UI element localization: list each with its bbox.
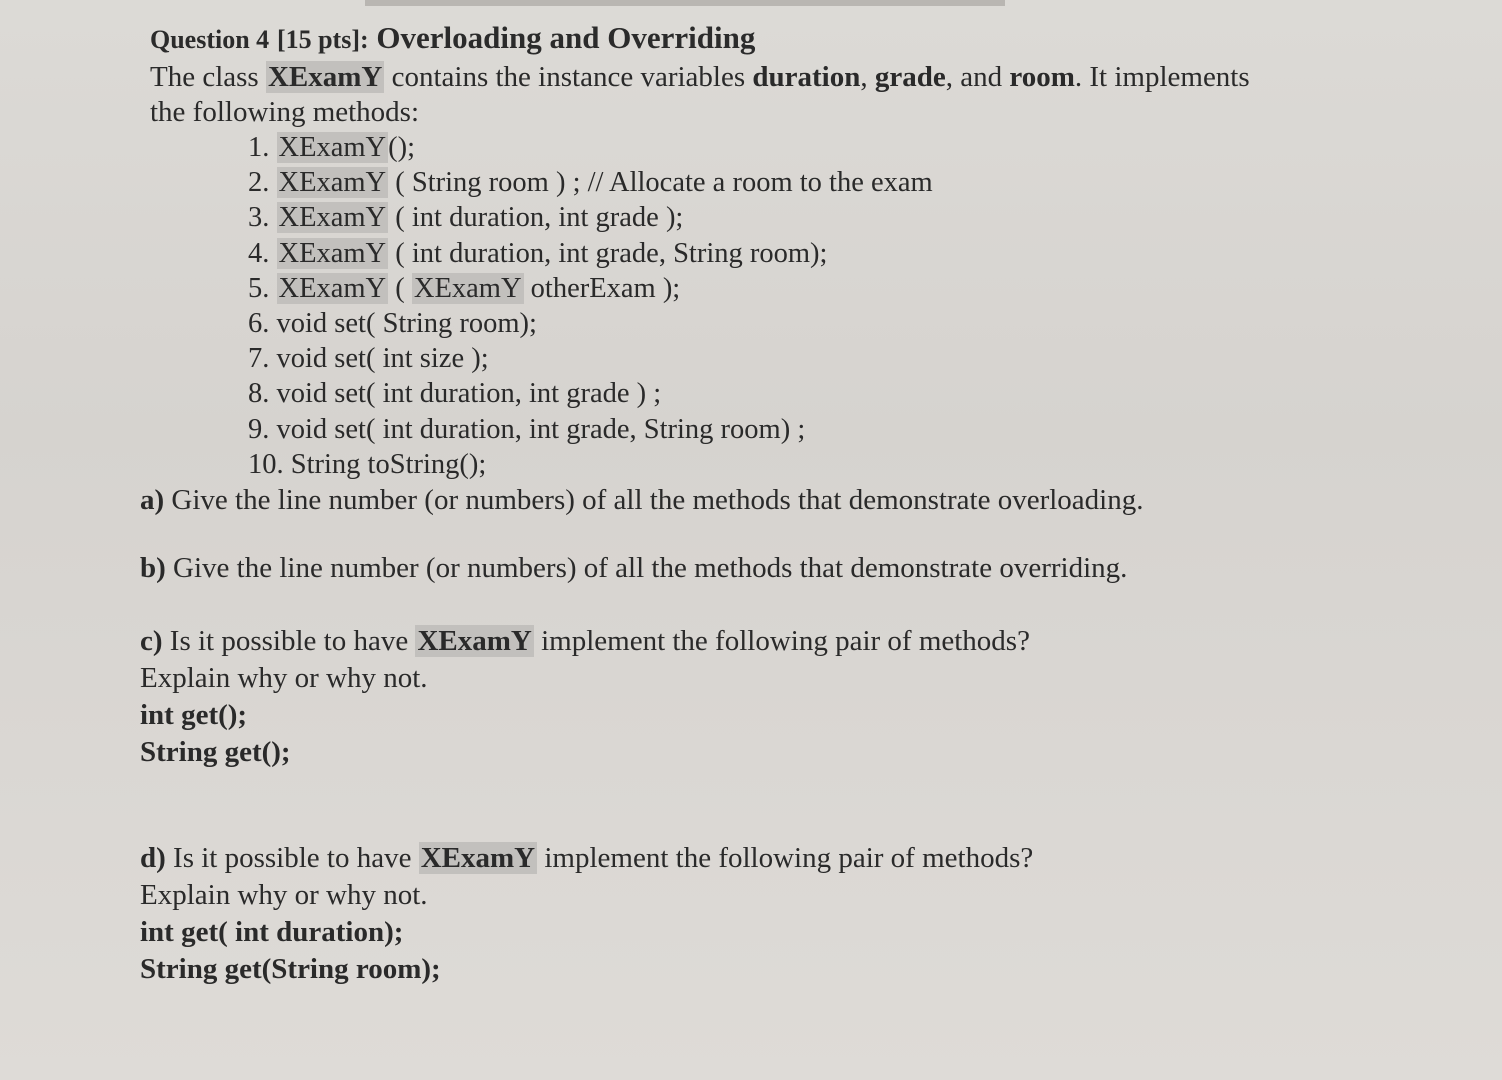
- method-item-4: 4. XExamY ( int duration, int grade, String room);: [248, 237, 828, 269]
- part-d-class-name: XExamY: [420, 842, 536, 875]
- intro-class-name: XExamY: [267, 61, 383, 93]
- part-c-explain: Explain why or why not.: [140, 662, 428, 695]
- part-d: [140, 840, 1260, 988]
- method-item-3: 3. XExamY ( int duration, int grade );: [248, 202, 684, 234]
- part-a: [140, 482, 1260, 519]
- question-number: Question 4: [150, 25, 270, 54]
- question-points: [15 pts]:: [276, 25, 369, 54]
- part-b: [140, 550, 1260, 587]
- intro-var-grade: grade: [874, 61, 946, 93]
- question-intro: [140, 60, 1260, 130]
- question-heading: [140, 18, 1260, 60]
- question-title: Overloading and Overriding: [376, 20, 756, 55]
- method-item-2: 2. XExamY ( String room ) ; // Allocate a room to the exam: [248, 167, 933, 199]
- intro-var-duration: duration: [752, 61, 861, 93]
- part-d-label: d): [140, 842, 166, 875]
- intro-text-1: The class: [150, 61, 266, 93]
- method-item-1: 1. XExamY();: [248, 132, 416, 163]
- method-item-9: 9. void set( int duration, int grade, String room) ;: [248, 413, 806, 445]
- question-content: [140, 18, 1260, 988]
- intro-sep-2: , and: [945, 61, 1010, 93]
- method-item-5: 5. XExamY ( XExamY otherExam );: [248, 272, 681, 304]
- part-c-code-2: String get();: [140, 736, 291, 769]
- intro-var-room: room: [1009, 61, 1075, 93]
- part-c-label: c): [140, 625, 163, 658]
- part-d-explain: Explain why or why not.: [140, 879, 428, 912]
- part-d-code-1: int get( int duration);: [140, 916, 404, 949]
- method-item-8: 8. void set( int duration, int grade ) ;: [248, 378, 662, 410]
- part-b-text: Give the line number (or numbers) of all the methods that demonstrate overriding.: [165, 552, 1128, 585]
- part-a-text: Give the line number (or numbers) of all the methods that demonstrate overloading.: [164, 484, 1144, 517]
- method-list: [140, 130, 1260, 482]
- part-b-label: b): [140, 552, 166, 585]
- method-item-6: 6. void set( String room);: [248, 308, 537, 340]
- method-item-10: 10. String toString();: [248, 448, 487, 480]
- intro-sep-1: ,: [860, 61, 875, 93]
- intro-text-3: . It implements the following methods:: [150, 61, 1250, 128]
- intro-text-2: contains the instance variables: [384, 61, 753, 93]
- paper-edge-strip: [365, 0, 1005, 6]
- part-c: [140, 623, 1260, 771]
- part-a-label: a): [140, 484, 165, 517]
- part-c-class-name: XExamY: [417, 625, 532, 658]
- part-c-question: c) Is it possible to have XExamY implement the following pair of methods? Explain why or why not.: [140, 625, 1030, 695]
- part-d-question: d) Is it possible to have XExamY implement the following pair of methods? Explain why or why not.: [140, 842, 1034, 912]
- part-d-code-2: String get(String room);: [140, 953, 441, 986]
- part-c-code-1: int get();: [140, 699, 248, 732]
- method-item-7: 7. void set( int size );: [248, 343, 489, 375]
